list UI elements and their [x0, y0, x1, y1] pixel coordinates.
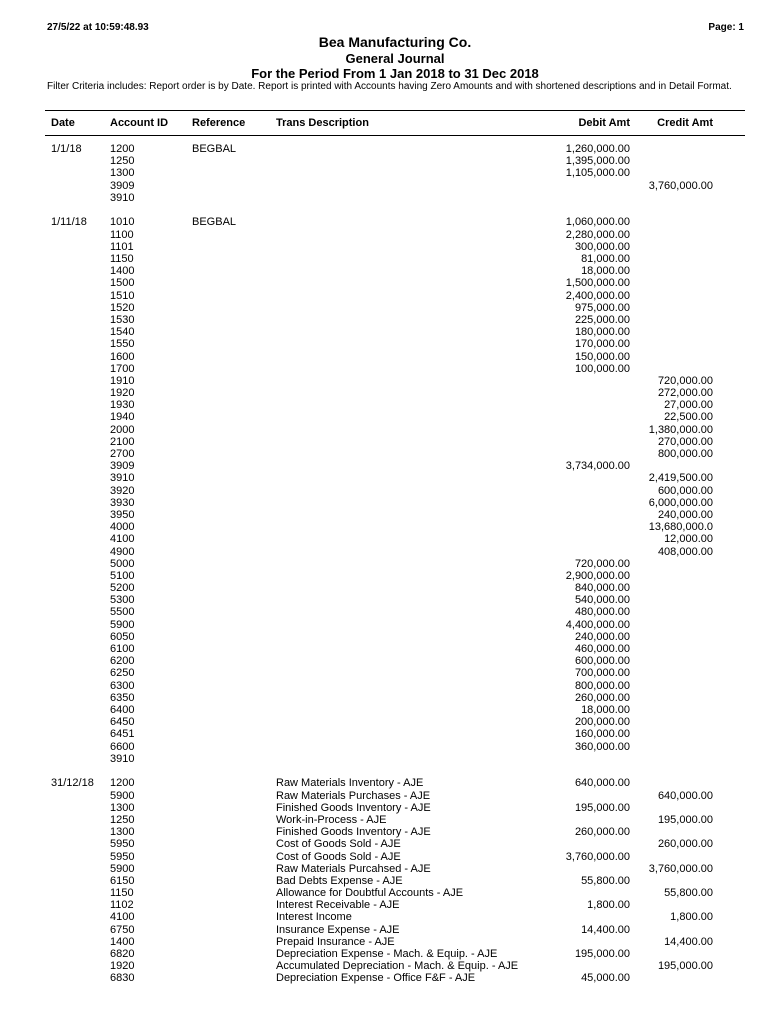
debit-amount: 18,000.00 [581, 265, 630, 278]
reference: BEGBAL [192, 143, 237, 155]
column-header-date: Date [51, 117, 75, 129]
credit-amount: 3,760,000.00 [648, 862, 713, 875]
debit-amount: 14,400.00 [581, 923, 630, 936]
debit-amount: 640,000.00 [574, 777, 630, 790]
trans-description: Raw Materials Inventory - AJE [276, 777, 424, 790]
header-rule-top [45, 110, 745, 111]
account-id: 6300 [110, 679, 135, 692]
account-id: 5200 [110, 582, 135, 595]
table-row [0, 728, 768, 740]
debit-amount: 180,000.00 [574, 326, 630, 339]
table-row [0, 472, 768, 484]
account-id: 5300 [110, 594, 135, 607]
trans-description: Insurance Expense - AJE [276, 923, 400, 936]
table-row [0, 155, 768, 167]
table-row [0, 277, 768, 289]
account-id: 1150 [110, 887, 134, 900]
trans-description: Finished Goods Inventory - AJE [276, 826, 431, 839]
account-id: 1010 [110, 216, 135, 229]
header-rule-bottom [45, 135, 745, 136]
table-row [0, 802, 768, 814]
account-id: 4900 [110, 545, 135, 558]
credit-amount: 408,000.00 [657, 545, 713, 558]
table-row [0, 838, 768, 850]
trans-description: Cost of Goods Sold - AJE [276, 850, 401, 863]
debit-amount: 360,000.00 [574, 740, 630, 753]
trans-description: Depreciation Expense - Mach. & Equip. - AJE [276, 948, 498, 960]
table-row [0, 290, 768, 302]
debit-amount: 150,000.00 [574, 350, 630, 363]
account-id: 6830 [110, 972, 135, 985]
trans-description: Accumulated Depreciation - Mach. & Equip. - AJE [276, 960, 519, 973]
table-row [0, 631, 768, 643]
account-id: 1920 [110, 960, 135, 973]
credit-amount: 195,000.00 [657, 960, 713, 973]
table-row [0, 814, 768, 826]
debit-amount: 170,000.00 [574, 338, 630, 351]
account-id: 5900 [110, 789, 135, 802]
account-id: 6451 [110, 728, 135, 741]
account-id: 2100 [110, 435, 135, 448]
account-id: 1300 [110, 826, 135, 839]
table-row [0, 558, 768, 570]
trans-description: Bad Debts Expense - AJE [276, 874, 403, 887]
account-id: 1540 [110, 326, 135, 339]
debit-amount: 260,000.00 [574, 691, 630, 704]
column-header-reference: Reference [192, 117, 246, 129]
debit-amount: 3,734,000.00 [565, 460, 630, 473]
trans-description: Work-in-Process - AJE [276, 813, 387, 826]
table-row [0, 521, 768, 533]
credit-amount: 6,000,000.00 [648, 496, 713, 509]
table-row [0, 229, 768, 241]
table-row [0, 875, 768, 887]
table-row [0, 863, 768, 875]
table-row [0, 241, 768, 253]
credit-amount: 1,380,000.00 [648, 423, 713, 436]
account-id: 3910 [110, 752, 135, 765]
table-row [0, 716, 768, 728]
entry-separator [0, 765, 768, 778]
table-row [0, 606, 768, 618]
account-id: 1500 [110, 277, 135, 290]
account-id: 5950 [110, 850, 135, 863]
report-timestamp: 27/5/22 at 10:59:48.93 [47, 22, 149, 33]
trans-description: Depreciation Expense - Office F&F - AJE [276, 972, 476, 985]
credit-amount: 272,000.00 [657, 387, 713, 400]
account-id: 6400 [110, 703, 135, 716]
trans-description: Raw Materials Purchases - AJE [276, 789, 431, 802]
account-id: 1200 [110, 777, 135, 790]
table-row [0, 143, 768, 155]
debit-amount: 2,400,000.00 [565, 289, 630, 302]
table-row [0, 167, 768, 179]
trans-description: Raw Materials Purcahsed - AJE [276, 862, 431, 875]
credit-amount: 1,800.00 [670, 911, 713, 924]
account-id: 6600 [110, 740, 135, 753]
trans-description: Finished Goods Inventory - AJE [276, 801, 431, 814]
account-id: 6820 [110, 948, 135, 960]
account-id: 3920 [110, 484, 135, 497]
table-row [0, 351, 768, 363]
account-id: 1510 [110, 289, 135, 302]
account-id: 1930 [110, 399, 135, 412]
credit-amount: 14,400.00 [664, 935, 713, 948]
table-row [0, 326, 768, 338]
debit-amount: 55,800.00 [581, 874, 630, 887]
table-row [0, 424, 768, 436]
account-id: 3930 [110, 496, 135, 509]
table-row [0, 180, 768, 192]
credit-amount: 640,000.00 [657, 789, 713, 802]
debit-amount: 200,000.00 [574, 716, 630, 729]
account-id: 1400 [110, 265, 135, 278]
debit-amount: 480,000.00 [574, 606, 630, 619]
table-row [0, 741, 768, 753]
credit-amount: 13,680,000.0 [648, 521, 713, 534]
account-id: 2700 [110, 448, 135, 460]
company-name: Bea Manufacturing Co. [318, 34, 472, 50]
account-id: 1400 [110, 935, 135, 948]
debit-amount: 100,000.00 [574, 362, 630, 375]
debit-amount: 540,000.00 [574, 594, 630, 607]
trans-description: Interest Receivable - AJE [276, 899, 400, 912]
credit-amount: 240,000.00 [657, 508, 713, 521]
debit-amount: 195,000.00 [574, 801, 630, 814]
table-row [0, 338, 768, 350]
report-period: For the Period From 1 Jan 2018 to 31 Dec 2018 [251, 66, 539, 81]
trans-description: Cost of Goods Sold - AJE [276, 838, 401, 851]
debit-amount: 81,000.00 [581, 253, 630, 265]
debit-amount: 1,800.00 [587, 899, 630, 912]
account-id: 5900 [110, 618, 135, 631]
table-row [0, 375, 768, 387]
debit-amount: 700,000.00 [574, 667, 630, 680]
table-row [0, 436, 768, 448]
table-row [0, 460, 768, 472]
table-row [0, 655, 768, 667]
entry-separator [0, 204, 768, 217]
table-row [0, 680, 768, 692]
table-row [0, 777, 768, 789]
debit-amount: 1,105,000.00 [565, 167, 630, 180]
account-id: 5000 [110, 557, 135, 570]
credit-amount: 195,000.00 [657, 813, 713, 826]
table-row [0, 497, 768, 509]
column-header-account-id: Account ID [110, 117, 169, 129]
table-row [0, 387, 768, 399]
reference: BEGBAL [192, 216, 237, 229]
trans-description: Allowance for Doubtful Accounts - AJE [276, 887, 464, 900]
column-header-trans-description: Trans Description [276, 117, 369, 129]
report-title: General Journal [345, 51, 445, 66]
table-row [0, 216, 768, 228]
account-id: 6100 [110, 643, 135, 655]
account-id: 1940 [110, 411, 135, 424]
table-row [0, 485, 768, 497]
account-id: 3950 [110, 508, 135, 521]
trans-description: Prepaid Insurance - AJE [276, 935, 395, 948]
account-id: 6250 [110, 667, 135, 680]
debit-amount: 460,000.00 [574, 643, 630, 655]
account-id: 1920 [110, 387, 135, 400]
table-row [0, 692, 768, 704]
table-row [0, 411, 768, 423]
debit-amount: 3,760,000.00 [565, 850, 630, 863]
account-id: 1910 [110, 374, 135, 387]
credit-amount: 3,760,000.00 [648, 179, 713, 192]
debit-amount: 160,000.00 [574, 728, 630, 741]
entry-date: 1/11/18 [51, 216, 87, 229]
account-id: 6200 [110, 655, 135, 668]
table-row [0, 546, 768, 558]
credit-amount: 55,800.00 [664, 887, 713, 900]
page-number: Page: 1 [708, 22, 744, 33]
account-id: 1150 [110, 253, 134, 265]
debit-amount: 18,000.00 [581, 703, 630, 716]
account-id: 1102 [110, 899, 134, 912]
account-id: 3909 [110, 179, 135, 192]
entry-date: 31/12/18 [51, 777, 94, 790]
account-id: 5900 [110, 862, 135, 875]
entry-date: 1/1/18 [51, 143, 82, 155]
table-row [0, 302, 768, 314]
table-row [0, 924, 768, 936]
debit-amount: 800,000.00 [574, 679, 630, 692]
credit-amount: 22,500.00 [664, 411, 713, 424]
account-id: 6150 [110, 874, 135, 887]
table-row [0, 509, 768, 521]
credit-amount: 800,000.00 [657, 448, 713, 460]
account-id: 4000 [110, 521, 135, 534]
account-id: 3910 [110, 472, 135, 485]
table-row [0, 704, 768, 716]
column-header-debit-amt: Debit Amt [578, 117, 630, 129]
table-row [0, 582, 768, 594]
debit-amount: 2,900,000.00 [565, 569, 630, 582]
table-row [0, 643, 768, 655]
table-row [0, 911, 768, 923]
account-id: 1550 [110, 338, 135, 351]
debit-amount: 1,500,000.00 [565, 277, 630, 290]
journal-entries [0, 143, 768, 985]
table-row [0, 753, 768, 765]
account-id: 1300 [110, 801, 135, 814]
column-header-credit-amt: Credit Amt [657, 117, 713, 129]
account-id: 1520 [110, 301, 135, 314]
table-row [0, 972, 768, 984]
trans-description: Interest Income [276, 911, 352, 924]
table-row [0, 960, 768, 972]
debit-amount: 4,400,000.00 [565, 618, 630, 631]
account-id: 1600 [110, 350, 135, 363]
account-id: 3909 [110, 460, 135, 473]
debit-amount: 195,000.00 [574, 948, 630, 960]
account-id: 4100 [110, 911, 135, 924]
account-id: 1700 [110, 362, 135, 375]
account-id: 4100 [110, 533, 135, 546]
debit-amount: 720,000.00 [574, 557, 630, 570]
table-row [0, 448, 768, 460]
debit-amount: 1,395,000.00 [565, 155, 630, 168]
debit-amount: 975,000.00 [574, 301, 630, 314]
account-id: 1530 [110, 313, 135, 326]
account-id: 1250 [110, 813, 135, 826]
table-row [0, 363, 768, 375]
table-row [0, 253, 768, 265]
debit-amount: 225,000.00 [574, 313, 630, 326]
table-row [0, 533, 768, 545]
table-row [0, 667, 768, 679]
table-row [0, 826, 768, 838]
table-row [0, 399, 768, 411]
account-id: 5950 [110, 838, 135, 851]
table-row [0, 265, 768, 277]
account-id: 3910 [110, 191, 135, 204]
debit-amount: 45,000.00 [581, 972, 630, 985]
account-id: 1101 [110, 240, 134, 253]
account-id: 6450 [110, 716, 135, 729]
debit-amount: 600,000.00 [574, 655, 630, 668]
account-id: 5100 [110, 569, 135, 582]
account-id: 1250 [110, 155, 135, 168]
credit-amount: 27,000.00 [664, 399, 713, 412]
filter-criteria: Filter Criteria includes: Report order is by Date. Report is printed with Accounts having Zero Amounts and with shortened descriptions and in Detail Format. [47, 81, 732, 92]
credit-amount: 2,419,500.00 [648, 472, 713, 485]
account-id: 2000 [110, 423, 135, 436]
account-id: 1300 [110, 167, 135, 180]
table-row [0, 936, 768, 948]
table-row [0, 790, 768, 802]
account-id: 6750 [110, 923, 135, 936]
table-row [0, 851, 768, 863]
table-row [0, 948, 768, 960]
account-id: 1100 [110, 228, 134, 241]
table-row [0, 619, 768, 631]
credit-amount: 720,000.00 [657, 374, 713, 387]
table-row [0, 192, 768, 204]
account-id: 6050 [110, 630, 135, 643]
debit-amount: 260,000.00 [574, 826, 630, 839]
debit-amount: 240,000.00 [574, 630, 630, 643]
debit-amount: 840,000.00 [574, 582, 630, 595]
credit-amount: 270,000.00 [657, 435, 713, 448]
table-row [0, 887, 768, 899]
table-row [0, 594, 768, 606]
debit-amount: 2,280,000.00 [565, 228, 630, 241]
table-row [0, 570, 768, 582]
credit-amount: 12,000.00 [664, 533, 713, 546]
credit-amount: 600,000.00 [657, 484, 713, 497]
account-id: 6350 [110, 691, 135, 704]
debit-amount: 1,060,000.00 [565, 216, 630, 229]
table-row [0, 899, 768, 911]
debit-amount: 300,000.00 [574, 240, 630, 253]
table-row [0, 314, 768, 326]
credit-amount: 260,000.00 [657, 838, 713, 851]
debit-amount: 1,260,000.00 [565, 143, 630, 155]
account-id: 5500 [110, 606, 135, 619]
account-id: 1200 [110, 143, 135, 155]
